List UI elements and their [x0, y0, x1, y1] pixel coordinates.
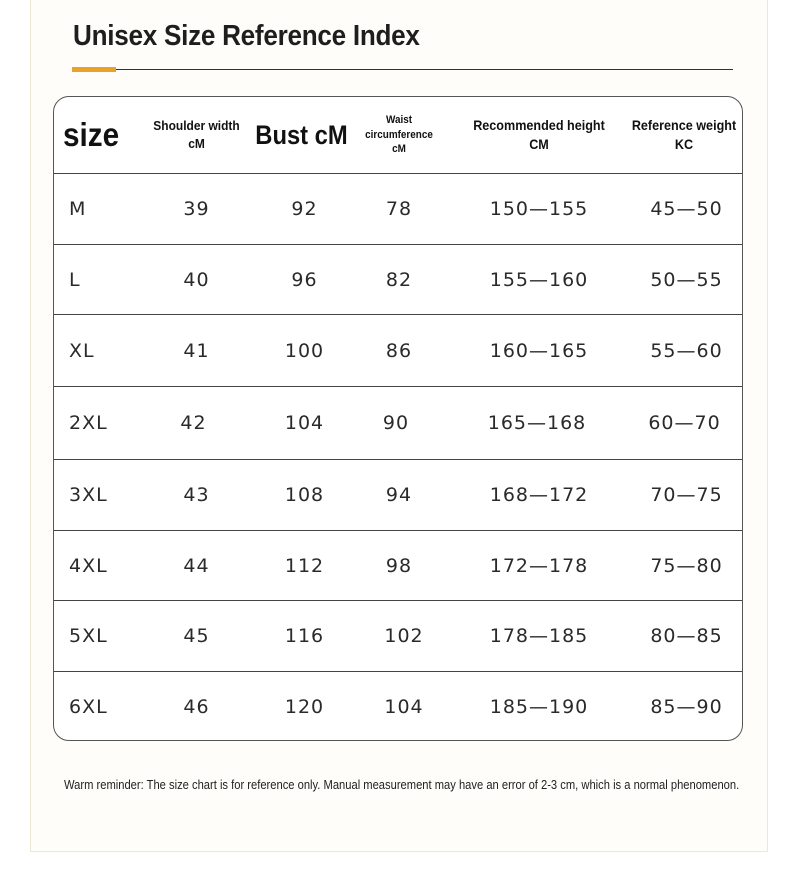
cell-waist: 102 — [384, 625, 424, 647]
header-bust: Bust cM — [255, 119, 348, 150]
cell-size: 3XL — [69, 484, 108, 506]
cell-size: M — [69, 198, 87, 220]
cell-waist: 94 — [385, 484, 413, 506]
header-height — [467, 97, 611, 173]
title-accent-bar — [72, 67, 116, 72]
cell-waist: 78 — [385, 198, 413, 220]
cell-shoulder: 43 — [183, 484, 210, 506]
header-shoulder-unit: cM — [188, 136, 205, 151]
cell-bust: 92 — [291, 198, 318, 220]
cell-bust: 100 — [284, 339, 325, 362]
cell-size: 2XL — [69, 412, 108, 434]
header-shoulder — [153, 97, 240, 173]
cell-size: 4XL — [69, 554, 108, 577]
cell-height: 185—190 — [489, 696, 589, 718]
title-underline — [72, 69, 733, 70]
cell-weight: 45—50 — [650, 198, 723, 220]
table-row — [54, 245, 742, 315]
cell-shoulder: 44 — [183, 554, 210, 577]
cell-bust: 108 — [284, 484, 325, 506]
cell-waist: 98 — [385, 554, 413, 577]
cell-bust: 104 — [284, 412, 325, 434]
table-header-row — [54, 97, 742, 174]
cell-size: 6XL — [69, 696, 108, 718]
cell-size: L — [69, 268, 81, 291]
cell-bust: 116 — [284, 625, 325, 647]
table-row — [54, 531, 742, 601]
cell-shoulder: 40 — [183, 268, 210, 291]
table-row — [54, 387, 742, 460]
cell-weight: 75—80 — [650, 554, 723, 577]
cell-height: 155—160 — [489, 268, 589, 291]
cell-bust: 96 — [291, 268, 318, 291]
cell-height: 172—178 — [489, 554, 589, 577]
header-height-label: Recommended height — [473, 117, 605, 134]
header-weight: Reference weight KC — [631, 117, 737, 152]
cell-shoulder: 46 — [183, 696, 210, 718]
cell-shoulder: 42 — [180, 412, 207, 434]
cell-waist: 104 — [384, 696, 424, 718]
cell-height: 160—165 — [489, 339, 589, 362]
header-waist-label: Waist circumference — [365, 113, 433, 141]
cell-bust: 112 — [284, 554, 325, 577]
cell-waist: 82 — [385, 268, 413, 291]
header-height-unit: CM — [529, 136, 549, 152]
cell-shoulder: 39 — [183, 198, 210, 220]
header-size: size — [63, 115, 120, 153]
table-row — [54, 460, 742, 531]
table-row — [54, 315, 742, 387]
cell-height: 178—185 — [489, 625, 589, 647]
cell-shoulder: 45 — [183, 625, 210, 647]
header-waist-unit: cM — [392, 143, 406, 156]
cell-bust: 120 — [284, 696, 325, 718]
cell-waist: 90 — [382, 412, 410, 434]
cell-weight: 55—60 — [650, 339, 723, 362]
header-waist — [354, 97, 444, 173]
warm-reminder-text: Warm reminder: The size chart is for reference only. Manual measurement may have an error of 2-3 cm, which is a normal phenomenon. — [64, 777, 740, 792]
cell-shoulder: 41 — [183, 339, 210, 362]
cell-size: 5XL — [69, 625, 108, 647]
table-row — [54, 672, 742, 741]
cell-weight: 70—75 — [650, 484, 723, 506]
cell-height: 150—155 — [489, 198, 589, 220]
header-shoulder-label: Shoulder width — [153, 118, 240, 134]
cell-weight: 80—85 — [650, 625, 723, 647]
cell-waist: 86 — [385, 339, 413, 362]
cell-weight: 50—55 — [650, 268, 723, 291]
cell-weight: 85—90 — [650, 696, 723, 718]
cell-height: 165—168 — [487, 412, 587, 434]
cell-weight: 60—70 — [648, 412, 721, 434]
cell-size: XL — [69, 339, 95, 362]
table-row — [54, 174, 742, 245]
cell-height: 168—172 — [489, 484, 589, 506]
table-row — [54, 601, 742, 672]
page-title: Unisex Size Reference Index — [73, 20, 420, 52]
size-table — [53, 96, 743, 741]
